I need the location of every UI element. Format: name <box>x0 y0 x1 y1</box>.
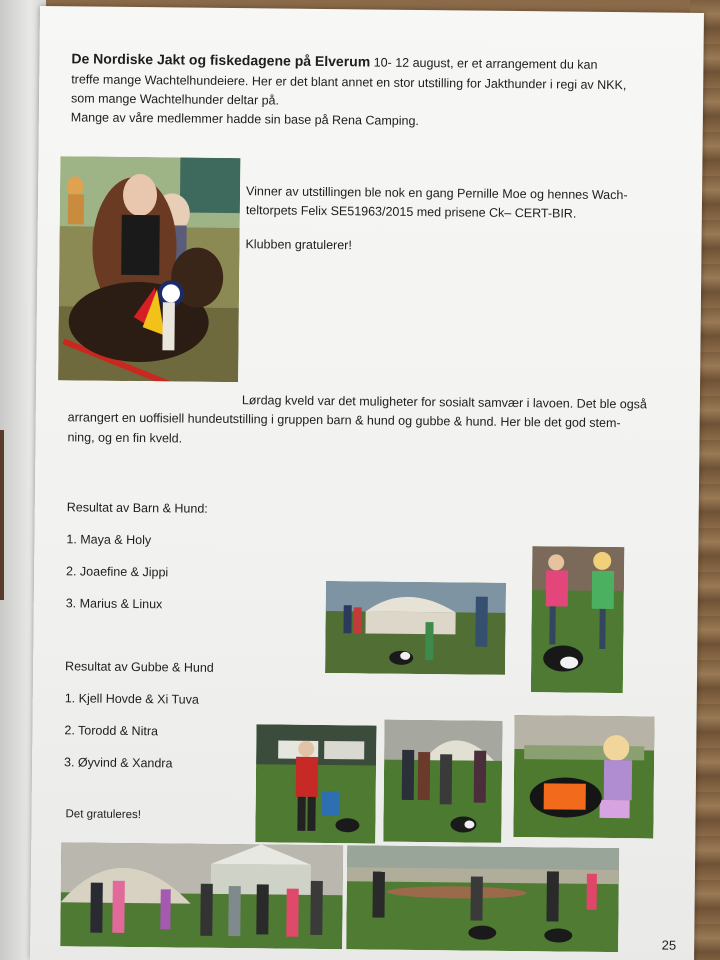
intro-line-4: Mange av våre medlemmer hadde sin base på Rena Camping. <box>70 110 419 129</box>
spine-mark <box>0 430 4 600</box>
social-line-2: arrangert en uoffisiell hundeutstilling i gruppen barn & hund og gubbe & hund. Her ble det god stem- <box>67 410 621 431</box>
group-dogs-photo <box>383 720 502 843</box>
results-children <box>66 492 327 622</box>
results-gubbe-item: 3. Øyvind & Xandra <box>64 754 173 771</box>
winner-congrats: Klubben gratulerer! <box>245 236 352 253</box>
field-dogs-photo <box>346 845 619 952</box>
social-line-1: Lørdag kveld var det muligheter for sosialt samvær i lavoen. Det ble også <box>241 393 647 412</box>
results-gubbe-item: 2. Torodd & Nitra <box>64 723 159 739</box>
results-children-item: 1. Maya & Holy <box>66 532 152 548</box>
closing-text: Det gratuleres! <box>65 808 142 822</box>
winner-photo <box>58 156 240 382</box>
results-gubbe-heading: Resultat av Gubbe & Hund <box>65 659 214 675</box>
results-children-item: 2. Joaefine & Jippi <box>66 564 169 580</box>
results-gubbe-item: 1. Kjell Hovde & Xi Tuva <box>64 691 199 707</box>
social-paragraph <box>67 389 678 454</box>
magazine-page <box>30 6 704 960</box>
winner-line-1: Vinner av utstillingen ble nok en gang Pernille Moe og hennes Wach- <box>245 184 628 203</box>
page-number: 25 <box>661 937 677 953</box>
children-dogs-photo <box>325 581 506 675</box>
intro-line-3: som mange Wachtelhunder deltar på. <box>70 91 280 108</box>
girls-dog-photo <box>531 546 625 693</box>
intro-line-2: treffe mange Wachtelhundeiere. Her er det blant annet en stor utstilling for Jakthunder i regi av NKK, <box>71 72 627 92</box>
intro-headline: De Nordiske Jakt og fiskedagene på Elverum <box>71 50 371 70</box>
winner-paragraph <box>245 182 676 259</box>
girl-orange-vest-dog-photo <box>513 715 654 838</box>
results-children-item: 3. Marius & Linux <box>65 595 163 611</box>
social-line-3: ning, og en fin kveld. <box>67 430 183 446</box>
man-boy-dog-photo <box>255 724 376 843</box>
results-children-heading: Resultat av Barn & Hund: <box>66 500 208 516</box>
winner-line-2: teltorpets Felix SE51963/2015 med prisene Ck– CERT-BIR. <box>245 203 577 222</box>
intro-line-1-rest: 10- 12 august, er et arrangement du kan <box>373 55 598 72</box>
intro-paragraph <box>71 48 682 134</box>
lavo-group-photo <box>60 842 343 949</box>
